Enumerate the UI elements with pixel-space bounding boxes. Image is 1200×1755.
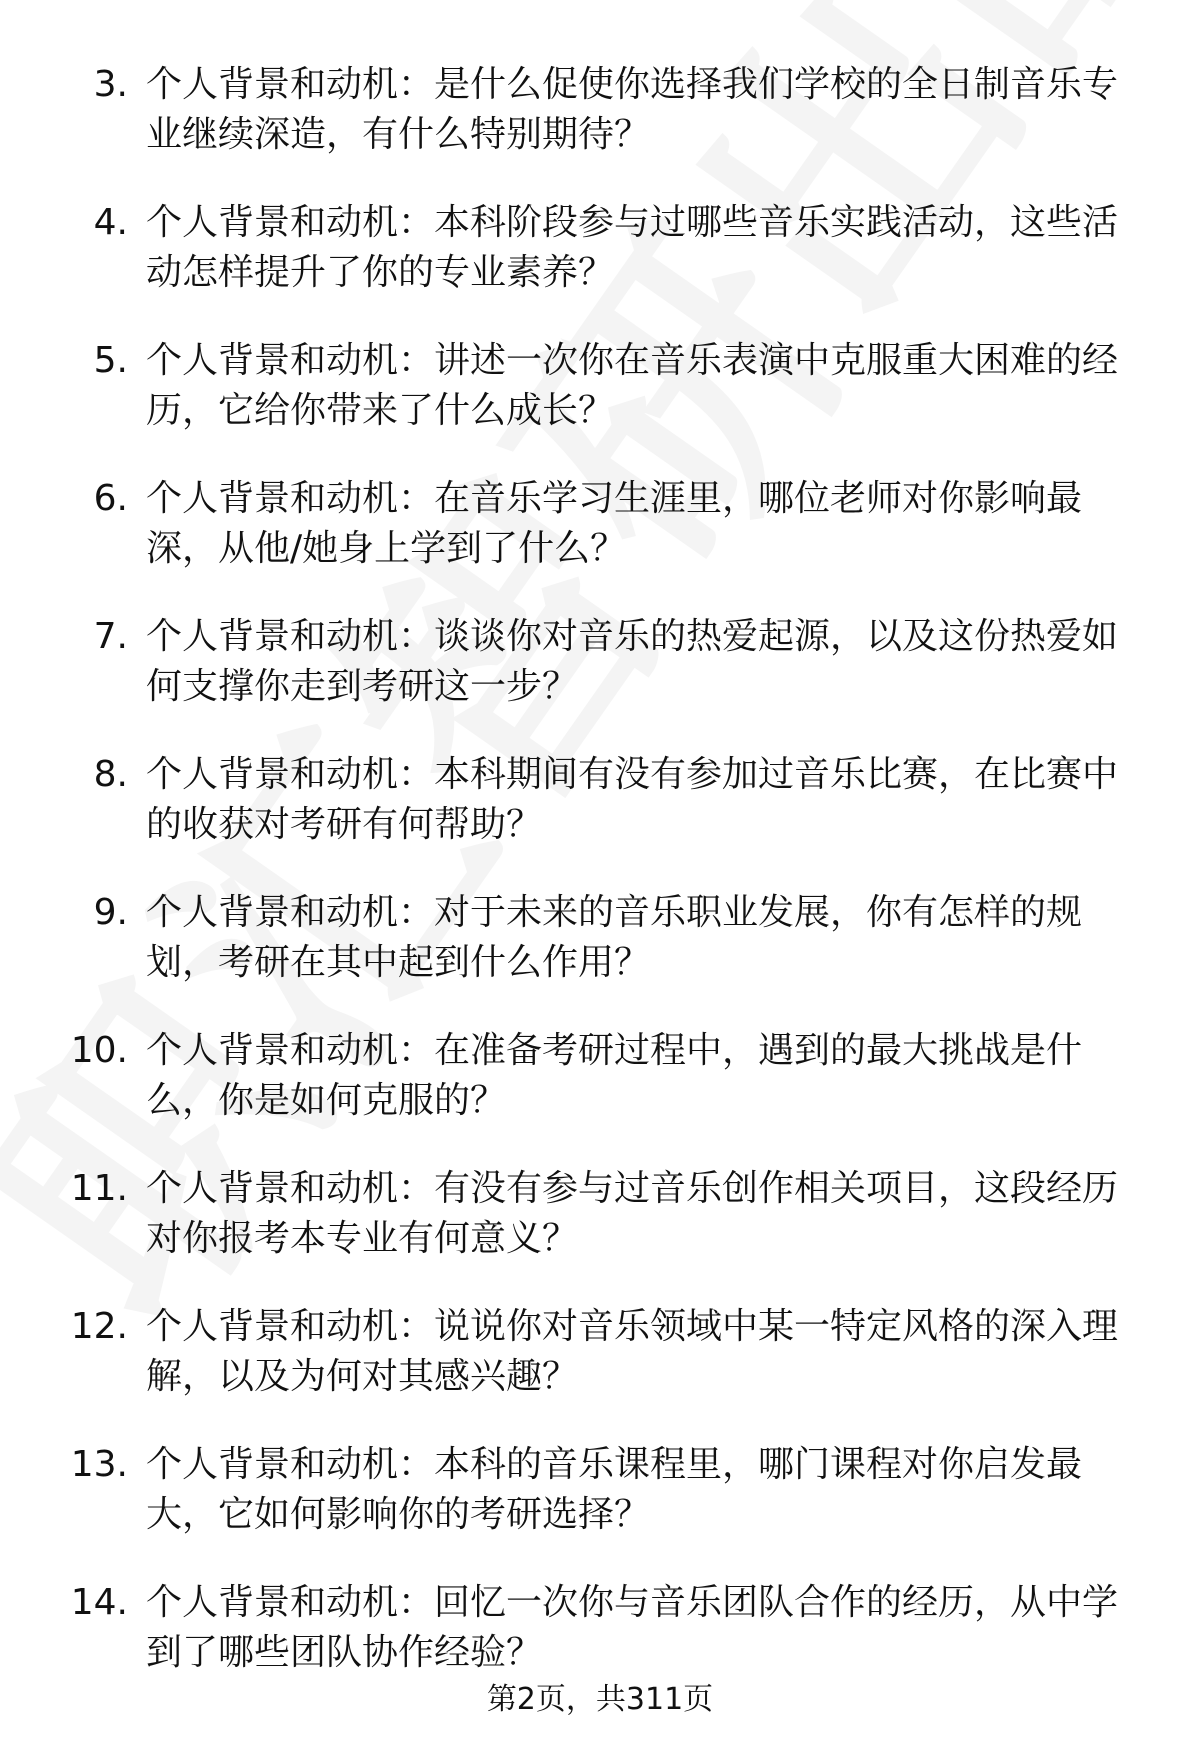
question-item bbox=[52, 1302, 1152, 1402]
question-text: 个人背景和动机：在音乐学习生涯里，哪位老师对你影响最深，从他/她身上学到了什么？ bbox=[146, 478, 1083, 569]
question-item bbox=[52, 888, 1152, 988]
question-number: 13. bbox=[70, 1444, 128, 1485]
question-text: 个人背景和动机：是什么促使你选择我们学校的全日制音乐专业继续深造，有什么特别期待？ bbox=[146, 64, 1119, 155]
question-number: 12. bbox=[70, 1306, 128, 1347]
question-item bbox=[52, 1164, 1152, 1264]
question-text: 个人背景和动机：谈谈你对音乐的热爱起源，以及这份热爱如何支撑你走到考研这一步？ bbox=[146, 616, 1119, 707]
question-text: 个人背景和动机：讲述一次你在音乐表演中克服重大困难的经历，它给你带来了什么成长？ bbox=[146, 340, 1119, 431]
question-text: 个人背景和动机：本科的音乐课程里，哪门课程对你启发最大，它如何影响你的考研选择？ bbox=[146, 1444, 1083, 1535]
question-text: 个人背景和动机：本科期间有没有参加过音乐比赛，在比赛中的收获对考研有何帮助？ bbox=[146, 754, 1119, 845]
question-number: 10. bbox=[70, 1030, 128, 1071]
question-number: 8. bbox=[93, 754, 128, 795]
question-number: 11. bbox=[70, 1168, 128, 1209]
question-number: 9. bbox=[93, 892, 128, 933]
question-item bbox=[52, 336, 1152, 436]
question-number: 4. bbox=[93, 202, 128, 243]
question-list bbox=[52, 60, 1152, 1716]
question-item bbox=[52, 750, 1152, 850]
page-footer: 第2页，共311页 bbox=[486, 1682, 714, 1717]
question-number: 7. bbox=[93, 616, 128, 657]
question-text: 个人背景和动机：本科阶段参与过哪些音乐实践活动，这些活动怎样提升了你的专业素养？ bbox=[146, 202, 1119, 293]
question-item bbox=[52, 1440, 1152, 1540]
question-item bbox=[52, 474, 1152, 574]
question-item bbox=[52, 1578, 1152, 1678]
question-text: 个人背景和动机：有没有参与过音乐创作相关项目，这段经历对你报考本专业有何意义？ bbox=[146, 1168, 1119, 1259]
question-item bbox=[52, 612, 1152, 712]
question-item bbox=[52, 198, 1152, 298]
question-number: 6. bbox=[93, 478, 128, 519]
question-text: 个人背景和动机：回忆一次你与音乐团队合作的经历，从中学到了哪些团队协作经验？ bbox=[146, 1582, 1119, 1673]
question-item bbox=[52, 1026, 1152, 1126]
question-number: 3. bbox=[93, 64, 128, 105]
question-number: 14. bbox=[70, 1582, 128, 1623]
question-text: 个人背景和动机：在准备考研过程中，遇到的最大挑战是什么，你是如何克服的？ bbox=[146, 1030, 1083, 1121]
question-item bbox=[52, 60, 1152, 160]
question-text: 个人背景和动机：说说你对音乐领域中某一特定风格的深入理解，以及为何对其感兴趣？ bbox=[146, 1306, 1119, 1397]
question-text: 个人背景和动机：对于未来的音乐职业发展，你有怎样的规划，考研在其中起到什么作用？ bbox=[146, 892, 1083, 983]
question-number: 5. bbox=[93, 340, 128, 381]
